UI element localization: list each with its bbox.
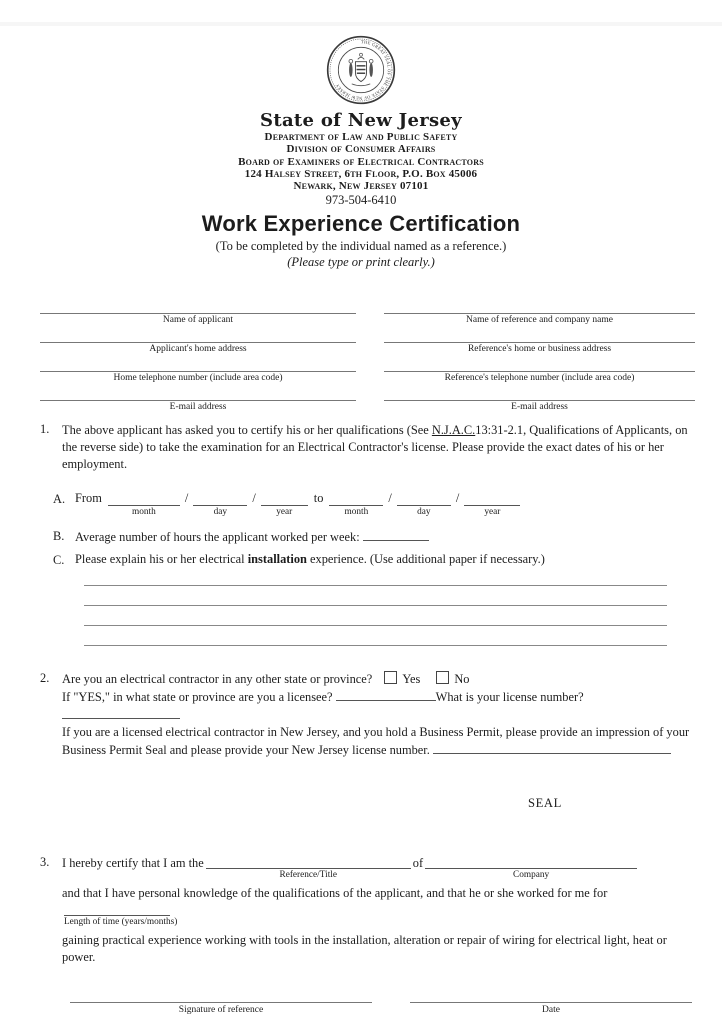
item-1c-label: C. xyxy=(53,553,65,568)
to-year-input[interactable] xyxy=(464,492,520,506)
of-text: of xyxy=(412,856,424,871)
other-state-question: Are you an electrical contractor in any other state or province? xyxy=(62,672,373,687)
yes-label: Yes xyxy=(402,672,421,687)
answer-line-4[interactable] xyxy=(84,626,667,646)
page-top-shadow xyxy=(0,22,722,26)
answer-line-2[interactable] xyxy=(84,586,667,606)
item-1a-dates xyxy=(53,492,695,517)
seal-label: SEAL xyxy=(528,796,562,811)
experience-text-after: experience. (Use additional paper if necessary.) xyxy=(306,552,545,567)
date-slash: / xyxy=(455,491,460,506)
licensee-question-row xyxy=(62,688,695,724)
reference-title-label: Reference/Title xyxy=(279,870,337,881)
item-3 xyxy=(40,855,695,966)
signature-label: Signature of reference xyxy=(178,1005,264,1016)
field-reference-phone xyxy=(384,357,695,383)
item-3-number: 3. xyxy=(40,855,50,870)
seal-circular-text: THE GREAT SEAL OF THE STATE OF NEW JERSEY xyxy=(334,39,392,101)
no-checkbox[interactable] xyxy=(436,671,449,684)
licensee-state-input[interactable] xyxy=(336,688,436,701)
to-day-label: day xyxy=(417,507,431,518)
reference-phone-label: Reference's telephone number (include area code) xyxy=(444,373,635,384)
item-1b-label: B. xyxy=(53,529,65,544)
applicant-phone-label: Home telephone number (include area code) xyxy=(113,373,283,384)
yes-checkbox[interactable] xyxy=(384,671,397,684)
reference-title-field xyxy=(206,855,411,880)
applicant-fields-column xyxy=(40,299,356,415)
no-label: No xyxy=(454,672,470,687)
field-applicant-phone xyxy=(40,357,356,383)
item-1-citation: N.J.A.C. xyxy=(431,423,476,438)
item-1c-experience xyxy=(53,552,695,569)
date-input[interactable] xyxy=(410,988,692,1003)
dept-line-5: Newark, New Jersey 07101 xyxy=(293,180,429,193)
from-day-label: day xyxy=(213,507,228,518)
dept-line-4: 124 Halsey Street, 6th Floor, P.O. Box 45006 xyxy=(244,167,478,180)
certify-row xyxy=(62,855,695,880)
form-title: Work Experience Certification xyxy=(201,211,521,237)
item-1c-answer-lines xyxy=(84,569,667,646)
form-header xyxy=(0,33,722,269)
from-month-input[interactable] xyxy=(108,492,180,506)
seal-area xyxy=(40,796,695,811)
field-applicant-email xyxy=(40,386,356,412)
date-slash: / xyxy=(184,491,189,506)
to-label: to xyxy=(313,491,324,506)
item-1-number: 1. xyxy=(40,422,50,437)
reference-address-input[interactable] xyxy=(384,328,695,343)
signature-input[interactable] xyxy=(70,988,372,1003)
item-1-text-before: The above applicant has asked you to certify his or her qualifications (See xyxy=(62,423,432,438)
to-year-label: year xyxy=(484,507,501,518)
nj-license-number-input[interactable] xyxy=(433,741,671,754)
date-field xyxy=(410,988,692,1015)
phone-number: 973-504-6410 xyxy=(325,193,397,208)
company-input[interactable] xyxy=(425,855,637,869)
from-day-field xyxy=(193,492,247,517)
form-instruction: (Please type or print clearly.) xyxy=(287,255,435,270)
reference-address-label: Reference's home or business address xyxy=(467,344,612,355)
reference-email-input[interactable] xyxy=(384,386,695,401)
length-of-time-label: Length of time (years/months) xyxy=(64,917,178,928)
form-subtitle: (To be completed by the individual named as a reference.) xyxy=(215,239,507,254)
from-month-label: month xyxy=(131,507,156,518)
installation-emphasis: installation xyxy=(247,552,307,567)
to-month-field xyxy=(329,492,383,517)
date-slash: / xyxy=(252,491,256,506)
item-1a-label: A. xyxy=(53,492,66,507)
to-day-input[interactable] xyxy=(397,492,451,506)
field-applicant-address xyxy=(40,328,356,354)
nj-permit-instructions: If you are a licensed electrical contractor in New Jersey, and you hold a Business Permit, please provide an impression of your Business Permit Seal and please provide your New Jersey license number. xyxy=(62,725,690,758)
license-number-question: What is your license number? xyxy=(435,690,584,705)
applicant-email-label: E-mail address xyxy=(169,402,227,413)
reference-name-label: Name of reference and company name xyxy=(466,315,613,326)
field-reference-address xyxy=(384,328,695,354)
dept-line-3: Board of Examiners of Electrical Contractors xyxy=(238,155,484,168)
date-slash: / xyxy=(388,491,392,506)
applicant-name-label: Name of applicant xyxy=(162,315,234,326)
item-2 xyxy=(40,671,695,759)
hours-question: Average number of hours the applicant worked per week: xyxy=(75,530,360,545)
field-reference-email xyxy=(384,386,695,412)
item-1b-hours xyxy=(53,528,695,545)
nj-state-seal-icon xyxy=(0,33,722,107)
from-year-label: year xyxy=(276,507,293,518)
dept-line-2: Division of Consumer Affairs xyxy=(286,143,436,156)
date-range-row xyxy=(75,492,522,517)
dept-line-1: Department of Law and Public Safety xyxy=(264,131,458,143)
applicant-address-label: Applicant's home address xyxy=(149,344,247,355)
to-month-input[interactable] xyxy=(329,492,383,506)
item-2-body xyxy=(62,671,695,759)
field-reference-name xyxy=(384,299,695,325)
date-label: Date xyxy=(542,1005,560,1016)
to-year-field xyxy=(464,492,520,517)
item-2-number: 2. xyxy=(40,671,50,686)
licensee-state-question: If "YES," in what state or province are you a licensee? xyxy=(62,690,333,705)
from-year-input[interactable] xyxy=(261,492,308,506)
nj-permit-text xyxy=(62,724,695,759)
item-1c-text xyxy=(75,552,545,569)
company-field xyxy=(425,855,637,880)
reference-email-label: E-mail address xyxy=(511,402,568,413)
certify-text: I hereby certify that I am the xyxy=(62,856,204,871)
signature-field xyxy=(70,988,372,1015)
from-month-field xyxy=(108,492,180,517)
item-1-text xyxy=(62,422,695,473)
item-1 xyxy=(40,422,695,473)
license-number-input[interactable] xyxy=(62,706,180,719)
company-label: Company xyxy=(513,870,550,881)
practical-experience-text: gaining practical experience working with tools in the installation, alteration or repair of wiring for electrical light, heat or power. xyxy=(62,933,667,965)
contact-fields xyxy=(40,299,695,415)
reference-fields-column xyxy=(384,299,695,415)
knowledge-text: and that I have personal knowledge of the qualifications of the applicant, and that he or she worked for me for xyxy=(62,886,608,901)
item-3-body xyxy=(62,855,695,966)
field-applicant-name xyxy=(40,299,356,325)
signature-block xyxy=(40,988,695,1015)
to-day-field xyxy=(397,492,451,517)
length-of-time-field xyxy=(64,902,177,927)
state-name: State of New Jersey xyxy=(260,110,462,131)
answer-line-1[interactable] xyxy=(84,569,667,586)
from-label: From xyxy=(75,491,102,506)
answer-line-3[interactable] xyxy=(84,606,667,626)
reference-phone-input[interactable] xyxy=(384,357,695,372)
great-seal-graphic xyxy=(324,33,398,107)
item-1b-text xyxy=(75,528,429,545)
applicant-name-input[interactable] xyxy=(40,299,356,314)
experience-text-before: Please explain his or her electrical xyxy=(75,552,248,567)
to-month-label: month xyxy=(344,507,369,518)
applicant-phone-input[interactable] xyxy=(40,357,356,372)
applicant-email-input[interactable] xyxy=(40,386,356,401)
applicant-address-input[interactable] xyxy=(40,328,356,343)
item-1-text-after: 13:31-2.1, Qualifications of Applicants, on the reverse side) to take the examination for an Electrical Contractor's license. Please provide the exact dates of his or her employment. xyxy=(62,423,688,472)
from-year-field xyxy=(261,492,308,517)
reference-name-input[interactable] xyxy=(384,299,695,314)
from-day-input[interactable] xyxy=(193,492,247,506)
knowledge-row xyxy=(62,885,695,927)
other-state-question-row xyxy=(62,671,695,688)
reference-title-input[interactable] xyxy=(206,855,411,869)
length-of-time-input[interactable] xyxy=(64,902,170,916)
hours-per-week-input[interactable] xyxy=(363,528,429,541)
